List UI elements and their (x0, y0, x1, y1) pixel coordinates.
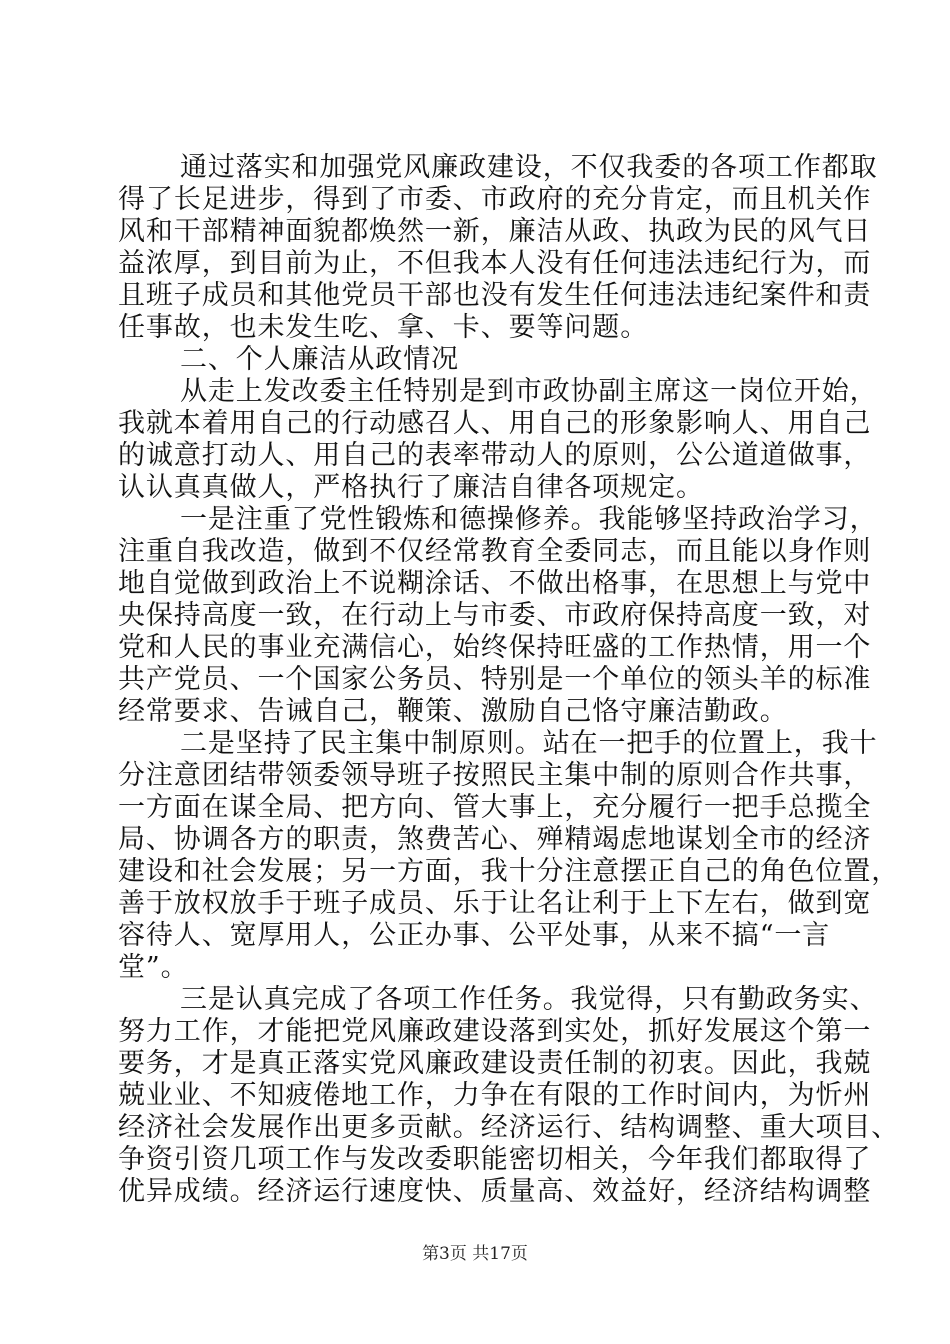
text-line: 且班子成员和其他党员干部也没有发生任何违法违纪案件和责 (118, 280, 872, 311)
text-line: 善于放权放手于班子成员、乐于让名让利于上下左右，做到宽 (118, 888, 872, 919)
text-line: 二是坚持了民主集中制原则。站在一把手的位置上，我十 (180, 728, 878, 759)
text-line: 共产党员、一个国家公务员、特别是一个单位的领头羊的标准 (118, 664, 872, 695)
document-body (118, 152, 900, 1208)
text-line: 我就本着用自己的行动感召人、用自己的形象影响人、用自己 (118, 408, 872, 439)
text-line: 从走上发改委主任特别是到市政协副主席这一岗位开始， (180, 376, 878, 407)
text-line: 央保持高度一致，在行动上与市委、市政府保持高度一致，对 (118, 600, 872, 631)
text-line: 一是注重了党性锻炼和德操修养。我能够坚持政治学习， (180, 504, 878, 535)
text-line: 经济社会发展作出更多贡献。经济运行、结构调整、重大项目、 (118, 1112, 900, 1143)
text-line: 风和干部精神面貌都焕然一新，廉洁从政、执政为民的风气日 (118, 216, 872, 247)
text-line: 局、协调各方的职责，煞费苦心、殚精竭虑地谋划全市的经济 (118, 824, 872, 855)
text-line: 一方面在谋全局、把方向、管大事上，充分履行一把手总揽全 (118, 792, 872, 823)
text-line: 堂”。 (118, 952, 189, 983)
text-line: 三是认真完成了各项工作任务。我觉得，只有勤政务实、 (180, 984, 878, 1015)
text-line: 经常要求、告诫自己，鞭策、激励自己恪守廉洁勤政。 (118, 696, 788, 727)
text-line: 二、个人廉洁从政情况 (180, 344, 459, 375)
text-line: 分注意团结带领委领导班子按照民主集中制的原则合作共事， (118, 760, 872, 791)
text-line: 努力工作，才能把党风廉政建设落到实处，抓好发展这个第一 (118, 1016, 872, 1047)
text-line: 争资引资几项工作与发改委职能密切相关，今年我们都取得了 (118, 1144, 872, 1175)
text-line: 通过落实和加强党风廉政建设，不仅我委的各项工作都取 (180, 152, 878, 183)
text-line: 要务，才是真正落实党风廉政建设责任制的初衷。因此，我兢 (118, 1048, 872, 1079)
text-line: 兢业业、不知疲倦地工作，力争在有限的工作时间内，为忻州 (118, 1080, 872, 1111)
text-line: 认认真真做人，严格执行了廉洁自律各项规定。 (118, 472, 704, 503)
text-line: 益浓厚，到目前为止，不但我本人没有任何违法违纪行为，而 (118, 248, 872, 279)
text-line: 党和人民的事业充满信心，始终保持旺盛的工作热情，用一个 (118, 632, 872, 663)
page-footer: 第3页 共17页 (422, 1244, 528, 1264)
text-line: 任事故，也未发生吃、拿、卡、要等问题。 (118, 312, 649, 343)
text-line: 优异成绩。经济运行速度快、质量高、效益好，经济结构调整 (118, 1176, 872, 1207)
text-line: 注重自我改造，做到不仅经常教育全委同志，而且能以身作则 (118, 536, 872, 567)
text-line: 得了长足进步，得到了市委、市政府的充分肯定，而且机关作 (118, 184, 872, 215)
text-line: 建设和社会发展；另一方面，我十分注意摆正自己的角色位置， (118, 856, 900, 887)
text-line: 的诚意打动人、用自己的表率带动人的原则，公公道道做事， (118, 440, 872, 471)
text-line: 容待人、宽厚用人，公正办事、公平处事，从来不搞“一言 (118, 920, 831, 951)
text-line: 地自觉做到政治上不说糊涂话、不做出格事，在思想上与党中 (118, 568, 872, 599)
